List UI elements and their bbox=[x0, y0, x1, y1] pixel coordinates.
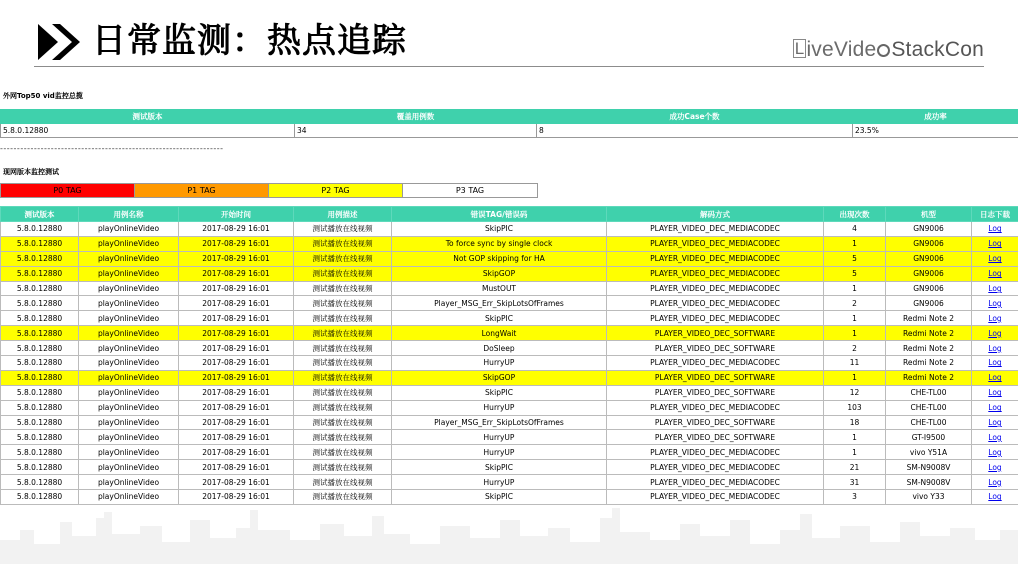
overview-table bbox=[0, 109, 1018, 138]
cell-log bbox=[972, 356, 1018, 371]
log-download-link[interactable]: Log bbox=[988, 313, 1002, 323]
cell-count: 1 bbox=[824, 281, 886, 296]
cell-case-name: playOnlineVideo bbox=[79, 475, 179, 490]
cell-count: 1 bbox=[824, 326, 886, 341]
overview-title: 外网Top50 vid监控总揽 bbox=[3, 92, 83, 100]
cell-count: 2 bbox=[824, 296, 886, 311]
cell-case-name: playOnlineVideo bbox=[79, 326, 179, 341]
overview-header-success-rate: 成功率 bbox=[853, 110, 1018, 124]
cell-decoder: PLAYER_VIDEO_DEC_SOFTWARE bbox=[607, 385, 824, 400]
cell-version: 5.8.0.12880 bbox=[1, 370, 79, 385]
cell-case-name: playOnlineVideo bbox=[79, 400, 179, 415]
cell-case-desc: 测试播放在线视频 bbox=[294, 236, 392, 251]
log-download-link[interactable]: Log bbox=[988, 298, 1002, 308]
cell-case-desc: 测试播放在线视频 bbox=[294, 222, 392, 237]
cell-error-tag: SkipPIC bbox=[392, 311, 607, 326]
brand-dot-icon bbox=[877, 44, 890, 57]
cell-version: 5.8.0.12880 bbox=[1, 326, 79, 341]
cell-version: 5.8.0.12880 bbox=[1, 490, 79, 505]
cell-count: 1 bbox=[824, 445, 886, 460]
cell-case-desc: 测试播放在线视频 bbox=[294, 341, 392, 356]
cell-error-tag: Not GOP skipping for HA bbox=[392, 251, 607, 266]
cell-device: CHE-TL00 bbox=[886, 385, 972, 400]
cell-case-desc: 测试播放在线视频 bbox=[294, 370, 392, 385]
cell-case-name: playOnlineVideo bbox=[79, 356, 179, 371]
table-row bbox=[1, 370, 1018, 385]
cell-decoder: PLAYER_VIDEO_DEC_MEDIACODEC bbox=[607, 460, 824, 475]
cell-case-desc: 测试播放在线视频 bbox=[294, 490, 392, 505]
cell-decoder: PLAYER_VIDEO_DEC_SOFTWARE bbox=[607, 430, 824, 445]
cell-decoder: PLAYER_VIDEO_DEC_MEDIACODEC bbox=[607, 236, 824, 251]
brand-mid: iveVide bbox=[806, 38, 877, 61]
cell-start-time: 2017-08-29 16:01 bbox=[179, 251, 294, 266]
cell-start-time: 2017-08-29 16:01 bbox=[179, 341, 294, 356]
cell-log bbox=[972, 430, 1018, 445]
log-download-link[interactable]: Log bbox=[988, 328, 1002, 338]
log-download-link[interactable]: Log bbox=[988, 373, 1002, 383]
cell-version: 5.8.0.12880 bbox=[1, 311, 79, 326]
cell-version: 5.8.0.12880 bbox=[1, 296, 79, 311]
table-row bbox=[1, 356, 1018, 371]
cell-decoder: PLAYER_VIDEO_DEC_SOFTWARE bbox=[607, 415, 824, 430]
cell-error-tag: HurryUP bbox=[392, 356, 607, 371]
cell-case-name: playOnlineVideo bbox=[79, 296, 179, 311]
table-row bbox=[1, 326, 1018, 341]
cell-case-name: playOnlineVideo bbox=[79, 415, 179, 430]
cell-decoder: PLAYER_VIDEO_DEC_MEDIACODEC bbox=[607, 296, 824, 311]
tag-p3: P3 TAG bbox=[403, 184, 538, 198]
cell-log bbox=[972, 415, 1018, 430]
cell-count: 2 bbox=[824, 341, 886, 356]
overview-header-row bbox=[1, 110, 1018, 124]
cell-device: GN9006 bbox=[886, 281, 972, 296]
log-download-link[interactable]: Log bbox=[988, 462, 1002, 472]
cell-error-tag: DoSleep bbox=[392, 341, 607, 356]
cell-decoder: PLAYER_VIDEO_DEC_MEDIACODEC bbox=[607, 445, 824, 460]
cell-decoder: PLAYER_VIDEO_DEC_MEDIACODEC bbox=[607, 266, 824, 281]
monitor-table-body bbox=[1, 222, 1018, 505]
brand-logo bbox=[793, 38, 984, 62]
cell-start-time: 2017-08-29 16:01 bbox=[179, 430, 294, 445]
overview-header-success-count: 成功Case个数 bbox=[537, 110, 853, 124]
cell-device: GN9006 bbox=[886, 296, 972, 311]
cell-error-tag: MustOUT bbox=[392, 281, 607, 296]
cell-start-time: 2017-08-29 16:01 bbox=[179, 296, 294, 311]
cell-device: CHE-TL00 bbox=[886, 415, 972, 430]
cell-case-name: playOnlineVideo bbox=[79, 266, 179, 281]
log-download-link[interactable]: Log bbox=[988, 269, 1002, 279]
cell-version: 5.8.0.12880 bbox=[1, 266, 79, 281]
overview-value-row bbox=[1, 124, 1018, 138]
log-download-link[interactable]: Log bbox=[988, 254, 1002, 264]
cell-start-time: 2017-08-29 16:01 bbox=[179, 326, 294, 341]
log-download-link[interactable]: Log bbox=[988, 358, 1002, 368]
cell-case-desc: 测试播放在线视频 bbox=[294, 430, 392, 445]
cell-case-desc: 测试播放在线视频 bbox=[294, 296, 392, 311]
cell-error-tag: SkipGOP bbox=[392, 266, 607, 281]
cell-decoder: PLAYER_VIDEO_DEC_SOFTWARE bbox=[607, 341, 824, 356]
monitor-title: 现网版本监控测试 bbox=[3, 168, 59, 176]
cell-start-time: 2017-08-29 16:01 bbox=[179, 460, 294, 475]
cell-device: Redmi Note 2 bbox=[886, 311, 972, 326]
play-arrow-icon bbox=[36, 22, 86, 62]
cell-error-tag: HurryUP bbox=[392, 400, 607, 415]
cell-case-desc: 测试播放在线视频 bbox=[294, 281, 392, 296]
cell-device: Redmi Note 2 bbox=[886, 341, 972, 356]
cell-error-tag: SkipPIC bbox=[392, 490, 607, 505]
tag-p2: P2 TAG bbox=[269, 184, 403, 198]
cell-version: 5.8.0.12880 bbox=[1, 400, 79, 415]
cell-version: 5.8.0.12880 bbox=[1, 222, 79, 237]
cell-decoder: PLAYER_VIDEO_DEC_MEDIACODEC bbox=[607, 475, 824, 490]
table-row bbox=[1, 415, 1018, 430]
table-row bbox=[1, 430, 1018, 445]
table-row bbox=[1, 281, 1018, 296]
cell-log bbox=[972, 311, 1018, 326]
col-header-case-desc: 用例描述 bbox=[294, 207, 392, 222]
cell-log bbox=[972, 326, 1018, 341]
cell-case-name: playOnlineVideo bbox=[79, 385, 179, 400]
cell-error-tag: To force sync by single clock bbox=[392, 236, 607, 251]
cell-error-tag: HurryUP bbox=[392, 445, 607, 460]
cell-decoder: PLAYER_VIDEO_DEC_SOFTWARE bbox=[607, 326, 824, 341]
cell-start-time: 2017-08-29 16:01 bbox=[179, 490, 294, 505]
log-download-link[interactable]: Log bbox=[988, 492, 1002, 502]
cell-error-tag: SkipPIC bbox=[392, 460, 607, 475]
cell-case-name: playOnlineVideo bbox=[79, 460, 179, 475]
cell-start-time: 2017-08-29 16:01 bbox=[179, 266, 294, 281]
cell-error-tag: HurryUP bbox=[392, 430, 607, 445]
table-row bbox=[1, 445, 1018, 460]
cell-device: GN9006 bbox=[886, 251, 972, 266]
cell-start-time: 2017-08-29 16:01 bbox=[179, 385, 294, 400]
cell-decoder: PLAYER_VIDEO_DEC_MEDIACODEC bbox=[607, 490, 824, 505]
cell-log bbox=[972, 370, 1018, 385]
table-row bbox=[1, 475, 1018, 490]
cell-case-desc: 测试播放在线视频 bbox=[294, 460, 392, 475]
col-header-version: 测试版本 bbox=[1, 207, 79, 222]
col-header-start-time: 开始时间 bbox=[179, 207, 294, 222]
brand-prefix: L bbox=[794, 39, 805, 58]
cell-version: 5.8.0.12880 bbox=[1, 341, 79, 356]
log-download-link[interactable]: Log bbox=[988, 388, 1002, 398]
cell-device: Redmi Note 2 bbox=[886, 326, 972, 341]
cell-case-name: playOnlineVideo bbox=[79, 341, 179, 356]
log-download-link[interactable]: Log bbox=[988, 343, 1002, 353]
cell-log bbox=[972, 236, 1018, 251]
tag-legend-row bbox=[1, 184, 538, 198]
cell-decoder: PLAYER_VIDEO_DEC_MEDIACODEC bbox=[607, 400, 824, 415]
table-row bbox=[1, 385, 1018, 400]
cell-device: GN9006 bbox=[886, 236, 972, 251]
dashed-separator: ------------------------------------------------------------------ bbox=[0, 144, 224, 153]
cell-log bbox=[972, 445, 1018, 460]
overview-version: 5.8.0.12880 bbox=[1, 124, 295, 138]
cell-decoder: PLAYER_VIDEO_DEC_MEDIACODEC bbox=[607, 281, 824, 296]
tag-legend bbox=[0, 183, 538, 198]
cell-error-tag: SkipPIC bbox=[392, 385, 607, 400]
cell-error-tag: Player_MSG_Err_SkipLotsOfFrames bbox=[392, 415, 607, 430]
cell-version: 5.8.0.12880 bbox=[1, 475, 79, 490]
cell-version: 5.8.0.12880 bbox=[1, 356, 79, 371]
table-row bbox=[1, 266, 1018, 281]
cell-version: 5.8.0.12880 bbox=[1, 281, 79, 296]
cell-count: 1 bbox=[824, 311, 886, 326]
cell-log bbox=[972, 475, 1018, 490]
col-header-device: 机型 bbox=[886, 207, 972, 222]
cell-count: 5 bbox=[824, 266, 886, 281]
cell-case-desc: 测试播放在线视频 bbox=[294, 475, 392, 490]
cell-start-time: 2017-08-29 16:01 bbox=[179, 311, 294, 326]
cell-count: 11 bbox=[824, 356, 886, 371]
cell-log bbox=[972, 385, 1018, 400]
cell-log bbox=[972, 341, 1018, 356]
log-download-link[interactable]: Log bbox=[988, 432, 1002, 442]
cell-count: 1 bbox=[824, 430, 886, 445]
cell-log bbox=[972, 296, 1018, 311]
table-row bbox=[1, 222, 1018, 237]
table-row bbox=[1, 236, 1018, 251]
cell-case-desc: 测试播放在线视频 bbox=[294, 311, 392, 326]
cell-start-time: 2017-08-29 16:01 bbox=[179, 475, 294, 490]
table-row bbox=[1, 311, 1018, 326]
cell-device: Redmi Note 2 bbox=[886, 356, 972, 371]
cell-case-name: playOnlineVideo bbox=[79, 236, 179, 251]
table-row bbox=[1, 296, 1018, 311]
col-header-error-tag: 错误TAG/错误码 bbox=[392, 207, 607, 222]
cell-case-name: playOnlineVideo bbox=[79, 311, 179, 326]
cell-log bbox=[972, 222, 1018, 237]
overview-success-count: 8 bbox=[537, 124, 853, 138]
cell-start-time: 2017-08-29 16:01 bbox=[179, 370, 294, 385]
cell-case-name: playOnlineVideo bbox=[79, 281, 179, 296]
tag-p1: P1 TAG bbox=[135, 184, 269, 198]
cell-device: GN9006 bbox=[886, 222, 972, 237]
cell-case-name: playOnlineVideo bbox=[79, 370, 179, 385]
cell-case-name: playOnlineVideo bbox=[79, 445, 179, 460]
cell-start-time: 2017-08-29 16:01 bbox=[179, 445, 294, 460]
header-divider bbox=[34, 66, 984, 67]
cell-case-desc: 测试播放在线视频 bbox=[294, 385, 392, 400]
cell-device: GN9006 bbox=[886, 266, 972, 281]
cell-case-name: playOnlineVideo bbox=[79, 222, 179, 237]
cell-version: 5.8.0.12880 bbox=[1, 460, 79, 475]
tag-p0: P0 TAG bbox=[1, 184, 135, 198]
cell-case-desc: 测试播放在线视频 bbox=[294, 251, 392, 266]
cell-decoder: PLAYER_VIDEO_DEC_MEDIACODEC bbox=[607, 251, 824, 266]
table-row bbox=[1, 400, 1018, 415]
col-header-decoder: 解码方式 bbox=[607, 207, 824, 222]
cell-log bbox=[972, 266, 1018, 281]
col-header-count: 出现次数 bbox=[824, 207, 886, 222]
log-download-link[interactable]: Log bbox=[988, 224, 1002, 234]
cell-case-name: playOnlineVideo bbox=[79, 490, 179, 505]
cell-count: 5 bbox=[824, 251, 886, 266]
cell-start-time: 2017-08-29 16:01 bbox=[179, 281, 294, 296]
cell-error-tag: SkipGOP bbox=[392, 370, 607, 385]
slide-header bbox=[0, 0, 1018, 70]
overview-success-rate: 23.5% bbox=[853, 124, 1018, 138]
overview-header-coverage: 覆盖用例数 bbox=[295, 110, 537, 124]
cell-device: vivo Y33 bbox=[886, 490, 972, 505]
cell-case-desc: 测试播放在线视频 bbox=[294, 326, 392, 341]
cell-log bbox=[972, 281, 1018, 296]
cell-count: 3 bbox=[824, 490, 886, 505]
page-title: 日常监测：热点追踪 bbox=[92, 21, 407, 61]
table-row bbox=[1, 251, 1018, 266]
cell-count: 4 bbox=[824, 222, 886, 237]
cell-count: 12 bbox=[824, 385, 886, 400]
cell-decoder: PLAYER_VIDEO_DEC_MEDIACODEC bbox=[607, 222, 824, 237]
cell-version: 5.8.0.12880 bbox=[1, 236, 79, 251]
cell-start-time: 2017-08-29 16:01 bbox=[179, 236, 294, 251]
cell-error-tag: HurryUP bbox=[392, 475, 607, 490]
overview-coverage: 34 bbox=[295, 124, 537, 138]
cell-error-tag: SkipPIC bbox=[392, 222, 607, 237]
log-download-link[interactable]: Log bbox=[988, 403, 1002, 413]
col-header-case-name: 用例名称 bbox=[79, 207, 179, 222]
cell-count: 103 bbox=[824, 400, 886, 415]
cell-decoder: PLAYER_VIDEO_DEC_SOFTWARE bbox=[607, 370, 824, 385]
skyline-decoration bbox=[0, 500, 1018, 564]
table-row bbox=[1, 341, 1018, 356]
log-download-link[interactable]: Log bbox=[988, 447, 1002, 457]
cell-start-time: 2017-08-29 16:01 bbox=[179, 222, 294, 237]
monitor-table bbox=[0, 206, 1018, 505]
cell-case-desc: 测试播放在线视频 bbox=[294, 415, 392, 430]
cell-start-time: 2017-08-29 16:01 bbox=[179, 356, 294, 371]
cell-decoder: PLAYER_VIDEO_DEC_MEDIACODEC bbox=[607, 356, 824, 371]
cell-count: 18 bbox=[824, 415, 886, 430]
cell-device: SM-N9008V bbox=[886, 460, 972, 475]
cell-device: Redmi Note 2 bbox=[886, 370, 972, 385]
log-download-link[interactable]: Log bbox=[988, 477, 1002, 487]
log-download-link[interactable]: Log bbox=[988, 284, 1002, 293]
cell-error-tag: Player_MSG_Err_SkipLotsOfFrames bbox=[392, 296, 607, 311]
cell-count: 21 bbox=[824, 460, 886, 475]
overview-header-version: 测试版本 bbox=[1, 110, 295, 124]
cell-device: SM-N9008V bbox=[886, 475, 972, 490]
cell-log bbox=[972, 460, 1018, 475]
cell-count: 1 bbox=[824, 370, 886, 385]
cell-case-desc: 测试播放在线视频 bbox=[294, 400, 392, 415]
log-download-link[interactable]: Log bbox=[988, 418, 1002, 428]
table-row bbox=[1, 460, 1018, 475]
cell-count: 31 bbox=[824, 475, 886, 490]
cell-start-time: 2017-08-29 16:01 bbox=[179, 415, 294, 430]
cell-version: 5.8.0.12880 bbox=[1, 430, 79, 445]
cell-case-name: playOnlineVideo bbox=[79, 430, 179, 445]
cell-version: 5.8.0.12880 bbox=[1, 385, 79, 400]
cell-decoder: PLAYER_VIDEO_DEC_MEDIACODEC bbox=[607, 311, 824, 326]
cell-log bbox=[972, 400, 1018, 415]
cell-case-desc: 测试播放在线视频 bbox=[294, 445, 392, 460]
cell-version: 5.8.0.12880 bbox=[1, 415, 79, 430]
log-download-link[interactable]: Log bbox=[988, 239, 1002, 249]
cell-case-desc: 测试播放在线视频 bbox=[294, 356, 392, 371]
cell-case-desc: 测试播放在线视频 bbox=[294, 266, 392, 281]
cell-device: vivo Y51A bbox=[886, 445, 972, 460]
cell-device: GT-I9500 bbox=[886, 430, 972, 445]
monitor-header-row bbox=[1, 207, 1018, 222]
cell-device: CHE-TL00 bbox=[886, 400, 972, 415]
col-header-log: 日志下载 bbox=[972, 207, 1018, 222]
brand-suffix: StackCon bbox=[891, 38, 984, 61]
cell-error-tag: LongWait bbox=[392, 326, 607, 341]
cell-start-time: 2017-08-29 16:01 bbox=[179, 400, 294, 415]
cell-count: 1 bbox=[824, 236, 886, 251]
cell-case-name: playOnlineVideo bbox=[79, 251, 179, 266]
cell-version: 5.8.0.12880 bbox=[1, 445, 79, 460]
cell-version: 5.8.0.12880 bbox=[1, 251, 79, 266]
cell-log bbox=[972, 251, 1018, 266]
